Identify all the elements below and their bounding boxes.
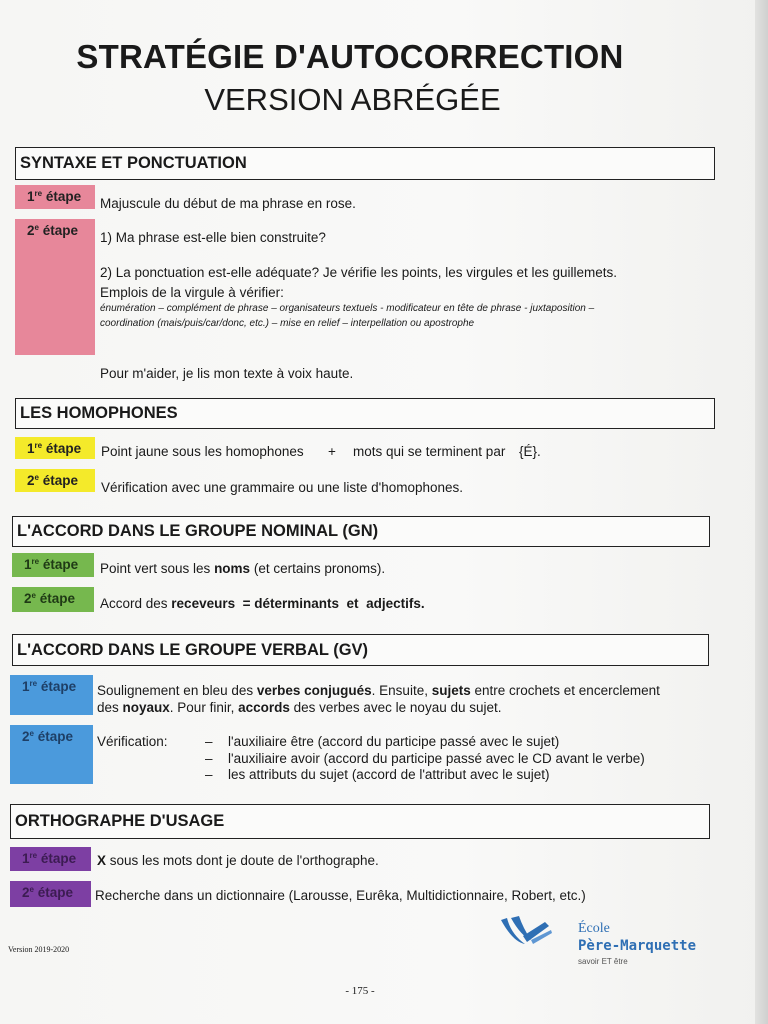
gv-dash-2: – [205, 751, 213, 766]
syntaxe-question-1: 1) Ma phrase est-elle bien construite? [100, 230, 326, 245]
gv-step1-badge [10, 675, 93, 715]
gn-step2-text [100, 596, 425, 611]
syntaxe-question-2: 2) La ponctuation est-elle adéquate? Je vérifie les points, les virgules et les guillemets. [100, 265, 618, 280]
badge-suffix: re [34, 441, 43, 450]
logo-name: Père-Marquette [578, 938, 697, 954]
badge-label: étape [45, 189, 82, 204]
section-heading-gv-text: L'ACCORD DANS LE GROUPE VERBAL (GV) [17, 640, 369, 659]
gn-step2-adjectifs: adjectifs. [366, 596, 425, 611]
badge-ordinal: 1 [27, 189, 35, 204]
gv-step1-j: des verbes avec le noyau du sujet. [289, 700, 502, 715]
section-heading-gn-text: L'ACCORD DANS LE GROUPE NOMINAL (GN) [17, 522, 379, 540]
gv-step1-a: Soulignement en bleu des [97, 683, 257, 698]
school-logo-icon [497, 914, 553, 950]
section-heading-ortho [10, 804, 710, 839]
badge-suffix: e [29, 885, 34, 894]
syntaxe-aide-text: Pour m'aider, je lis mon texte à voix haute. [100, 366, 354, 381]
page-edge [755, 0, 768, 1024]
badge-label: étape [37, 885, 74, 900]
syntaxe-step1-text: Majuscule du début de ma phrase en rose. [100, 196, 356, 211]
syntaxe-step1-badge [15, 185, 95, 209]
badge-label: étape [42, 473, 79, 488]
gn-step1-c: (et certains pronoms). [250, 561, 386, 576]
badge-ordinal: 1 [27, 441, 35, 456]
badge-ordinal: 1 [22, 851, 30, 866]
gv-step1-line2 [97, 700, 502, 715]
gv-step1-h: . Pour finir, [169, 700, 239, 715]
page-number: - 175 - [345, 985, 375, 997]
ortho-step1-rest: sous les mots dont je doute de l'orthographe. [106, 853, 379, 868]
badge-suffix: re [29, 851, 38, 860]
gn-step1-badge [12, 553, 94, 577]
gn-step2-et: et [346, 596, 359, 611]
section-heading-ortho-text: ORTHOGRAPHE D'USAGE [15, 812, 225, 830]
badge-ordinal: 2 [27, 223, 35, 238]
badge-suffix: re [31, 557, 40, 566]
section-heading-syntaxe [15, 147, 715, 180]
gn-step2-determinants: = déterminants [242, 596, 340, 611]
gv-step1-e: entre crochets et encerclement [470, 683, 660, 698]
footer-version: Version 2019-2020 [8, 945, 70, 954]
badge-label: étape [42, 557, 79, 572]
badge-ordinal: 2 [22, 729, 30, 744]
gv-step1-f: des [97, 700, 123, 715]
virgule-title: Emplois de la virgule à vérifier: [100, 285, 284, 300]
gv-dash-3: – [205, 767, 213, 782]
gn-step2-receveurs: receveurs [171, 596, 236, 611]
badge-label: étape [42, 223, 79, 238]
badge-ordinal: 1 [22, 679, 30, 694]
ortho-step1-x: X [97, 853, 107, 868]
gn-step1-noms: noms [214, 561, 251, 576]
badge-suffix: e [31, 591, 36, 600]
homophones-step2-badge [15, 469, 95, 492]
homophones-step1-ending: {É}. [519, 444, 541, 459]
badge-suffix: e [29, 729, 34, 738]
badge-suffix: re [34, 189, 43, 198]
homophones-step1-badge [15, 437, 95, 459]
badge-ordinal: 2 [22, 885, 30, 900]
gv-step1-accords: accords [238, 700, 290, 715]
badge-label: étape [37, 729, 74, 744]
homophones-step2-text: Vérification avec une grammaire ou une liste d'homophones. [101, 480, 464, 495]
gv-step2-badge [10, 725, 93, 784]
badge-ordinal: 2 [27, 473, 35, 488]
homophones-step1-text: Point jaune sous les homophones [101, 444, 304, 459]
gv-dash-1: – [205, 734, 213, 749]
section-heading-syntaxe-text: SYNTAXE ET PONCTUATION [20, 154, 247, 172]
page-subtitle: VERSION ABRÉGÉE [204, 82, 501, 117]
section-heading-gv [12, 634, 709, 666]
gv-step1-noyaux: noyaux [122, 700, 170, 715]
gv-step1-sujets: sujets [431, 683, 471, 698]
syntaxe-step2-badge [15, 219, 95, 355]
badge-label: étape [40, 679, 77, 694]
homophones-step1-text2: mots qui se terminent par [353, 444, 506, 459]
badge-suffix: re [29, 679, 38, 688]
virgule-line-2: coordination (mais/puis/car/donc, etc.) – mise en relief – interpellation ou apostrophe [100, 318, 475, 329]
gn-step1-a: Point vert sous les [100, 561, 215, 576]
badge-label: étape [40, 851, 77, 866]
badge-suffix: e [34, 473, 39, 482]
section-heading-gn [12, 516, 710, 547]
homophones-plus-sign: + [328, 444, 336, 459]
virgule-line-1: énumération – complément de phrase – organisateurs textuels - modificateur en tête de phrase - juxtaposition – [100, 303, 595, 314]
ortho-step1-text [97, 853, 379, 868]
gv-step1-verbes: verbes conjugués [256, 683, 372, 698]
page-title: STRATÉGIE D'AUTOCORRECTION [76, 38, 624, 75]
gv-verification-label: Vérification: [97, 734, 168, 749]
section-heading-homophones-text: LES HOMOPHONES [20, 404, 178, 422]
gv-item-3: les attributs du sujet (accord de l'attribut avec le sujet) [228, 767, 550, 782]
badge-label: étape [39, 591, 76, 606]
badge-suffix: e [34, 223, 39, 232]
gv-step1-line1 [97, 683, 660, 698]
section-heading-homophones [15, 398, 715, 429]
logo-tagline: savoir ET être [578, 957, 628, 966]
ortho-step2-text: Recherche dans un dictionnaire (Larousse, Eurêka, Multidictionnaire, Robert, etc.) [95, 888, 586, 903]
badge-ordinal: 2 [24, 591, 32, 606]
gn-step2-badge [12, 587, 94, 612]
badge-ordinal: 1 [24, 557, 32, 572]
gv-item-1: l'auxiliaire être (accord du participe passé avec le sujet) [228, 734, 560, 749]
ortho-step2-badge [10, 881, 91, 907]
gv-step1-c: . Ensuite, [371, 683, 432, 698]
ortho-step1-badge [10, 847, 91, 871]
gv-item-2: l'auxiliaire avoir (accord du participe passé avec le CD avant le verbe) [228, 751, 645, 766]
logo-ecole: École [578, 921, 610, 936]
gn-step1-text [100, 561, 385, 576]
badge-label: étape [45, 441, 82, 456]
gn-step2-a: Accord des [100, 596, 172, 611]
